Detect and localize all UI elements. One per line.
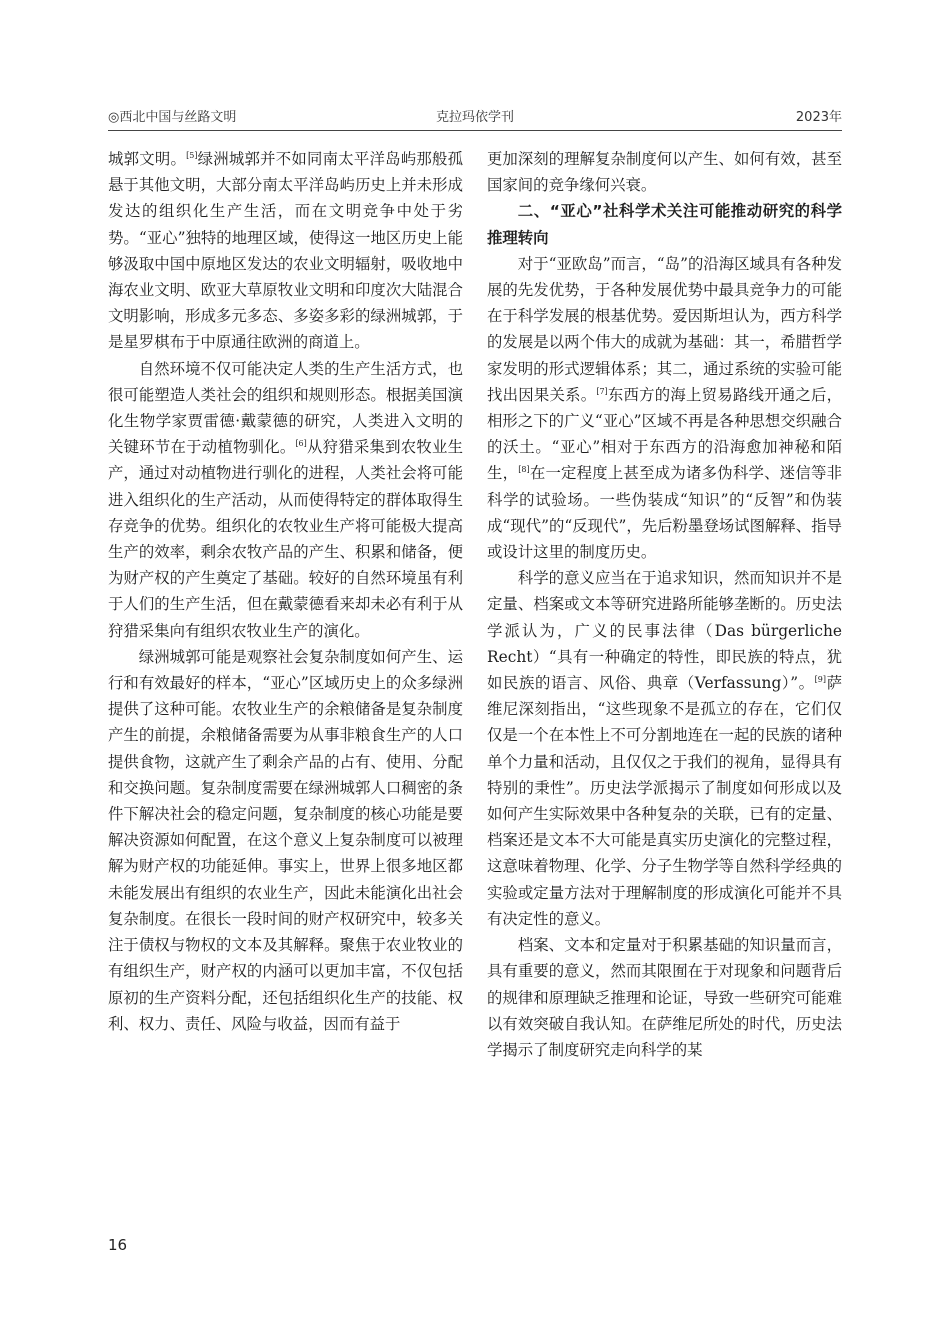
citation-ref: [9]	[814, 674, 826, 684]
citation-ref: [6]	[295, 439, 307, 449]
left-column	[108, 146, 463, 1037]
paragraph	[108, 356, 463, 644]
paragraph	[108, 146, 463, 356]
paragraph: 更加深刻的理解复杂制度何以产生、如何有效，甚至国家间的竞争缘何兴衰。	[487, 150, 842, 195]
right-column	[487, 146, 842, 1063]
header-journal-name: 克拉玛依学刊	[435, 110, 514, 125]
text-run: 对于“亚欧岛”而言，“岛”的沿海区域具有各种发展的先发优势，于各种发展优势中最具竞争力的可能在于科学发展的根基优势。爱因斯坦认为，西方科学的发展是以两个伟大的成就为基础：其一，希腊哲学家发明的形式逻辑体系；其二，通过系统的实验可能找出因果关系。	[487, 254, 842, 404]
text-run: 城郭文明。	[108, 150, 187, 168]
text-run: 绿洲城郭并不如同南太平洋岛屿那般孤悬于其他文明，大部分南太平洋岛屿历史上并未形成发达的组织化生产生活，而在文明竞争中处于劣势。“亚心”独特的地理区域，使得这一地区历史上能够汲取中国中原地区发达的农业文明辐射，吸收地中海农业文明、欧亚大草原牧业文明和印度次大陆混合文明影响，形成多元多态、多姿多彩的绿洲城郭，于是星罗棋布于中原通往欧洲的商道上。	[108, 150, 463, 352]
paragraph	[487, 565, 842, 932]
header-section-title: ◎西北中国与丝路文明	[108, 110, 237, 125]
text-run: 萨维尼深刻指出，“这些现象不是孤立的存在，它们仅仅是一个在本性上不可分割地连在一起的民族的诸种单个力量和活动，且仅仅之于我们的视角，显得具有特别的秉性”。历史法学派揭示了制度如何形成以及如何产生实际效果中各种复杂的关联，已有的定量、档案还是文本不大可能是真实历史演化的完整过程，这意味着物理、化学、分子生物学等自然科学经典的实验或定量方法对于理解制度的形成演化可能并不具有决定性的意义。	[487, 674, 842, 928]
running-header	[108, 104, 842, 131]
paragraph	[487, 251, 842, 565]
page-number: 16	[108, 1236, 128, 1254]
section-heading: 二、“亚心”社科学术关注可能推动研究的科学推理转向	[487, 202, 842, 247]
citation-ref: [5]	[186, 150, 198, 160]
citation-ref: [8]	[518, 465, 530, 475]
paragraph: 绿洲城郭可能是观察社会复杂制度如何产生、运行和有效最好的样本，“亚心”区域历史上的众多绿洲提供了这种可能。农牧业生产的余粮储备是复杂制度产生的前提，余粮储备需要为从事非粮食生产的人口提供食物，这就产生了剩余产品的占有、使用、分配和交换问题。复杂制度需要在绿洲城郭人口稠密的条件下解决社会的稳定问题，复杂制度的核心功能是要解决资源如何配置，在这个意义上复杂制度可以被理解为财产权的功能延伸。事实上，世界上很多地区都未能发展出有组织的农业生产，因此未能演化出社会复杂制度。在很长一段时间的财产权研究中，较多关注于债权与物权的文本及其解释。聚焦于农业牧业的有组织生产，财产权的内涵可以更加丰富，不仅包括原初的生产资料分配，还包括组织化生产的技能、权利、权力、责任、风险与收益，因而有益于	[108, 647, 463, 1033]
text-run: 从狩猎采集到农牧业生产，通过对动植物进行驯化的进程，人类社会将可能进入组织化的生产活动，从而使得特定的群体取得生存竞争的优势。组织化的农牧业生产将可能极大提高生产的效率，剩余农牧产品的产生、积累和储备，便为财产权的产生奠定了基础。较好的自然环境虽有利于人们的生产生活，但在戴蒙德看来却未必有利于从狩猎采集向有组织农牧业生产的演化。	[108, 438, 463, 640]
text-run: 自然环境不仅可能决定人类的生产生活方式，也很可能塑造人类社会的组织和规则形态。根据美国演化生物学家贾雷德·戴蒙德的研究，人类进入文明的关键环节在于动植物驯化。	[108, 359, 463, 457]
text-run: 科学的意义应当在于追求知识，然而知识并不是定量、档案或文本等研究进路所能够垄断的。历史法学派认为，广义的民事法律（Das bürgerliche Recht）“具有一种确定的特性，即民族的特点，犹如民族的语言、风俗、典章（Verfassung）”。	[487, 569, 842, 693]
paragraph: 档案、文本和定量对于积累基础的知识量而言，具有重要的意义，然而其限囿在于对现象和问题背后的规律和原理缺乏推理和论证，导致一些研究可能难以有效突破自我认知。在萨维尼所处的时代，历史法学揭示了制度研究走向科学的某	[487, 936, 842, 1059]
text-run: 在一定程度上甚至成为诸多伪科学、迷信等非科学的试验场。一些伪装成“知识”的“反智”和伪装成“现代”的“反现代”，先后粉墨登场试图解释、指导或设计这里的制度历史。	[487, 464, 842, 562]
text-run: 东西方的海上贸易路线开通之后，相形之下的广义“亚心”区域不再是各种思想交织融合的沃土。“亚心”相对于东西方的沿海愈加神秘和陌生，	[487, 385, 842, 483]
header-year: 2023年	[795, 110, 842, 125]
citation-ref: [7]	[596, 386, 608, 396]
